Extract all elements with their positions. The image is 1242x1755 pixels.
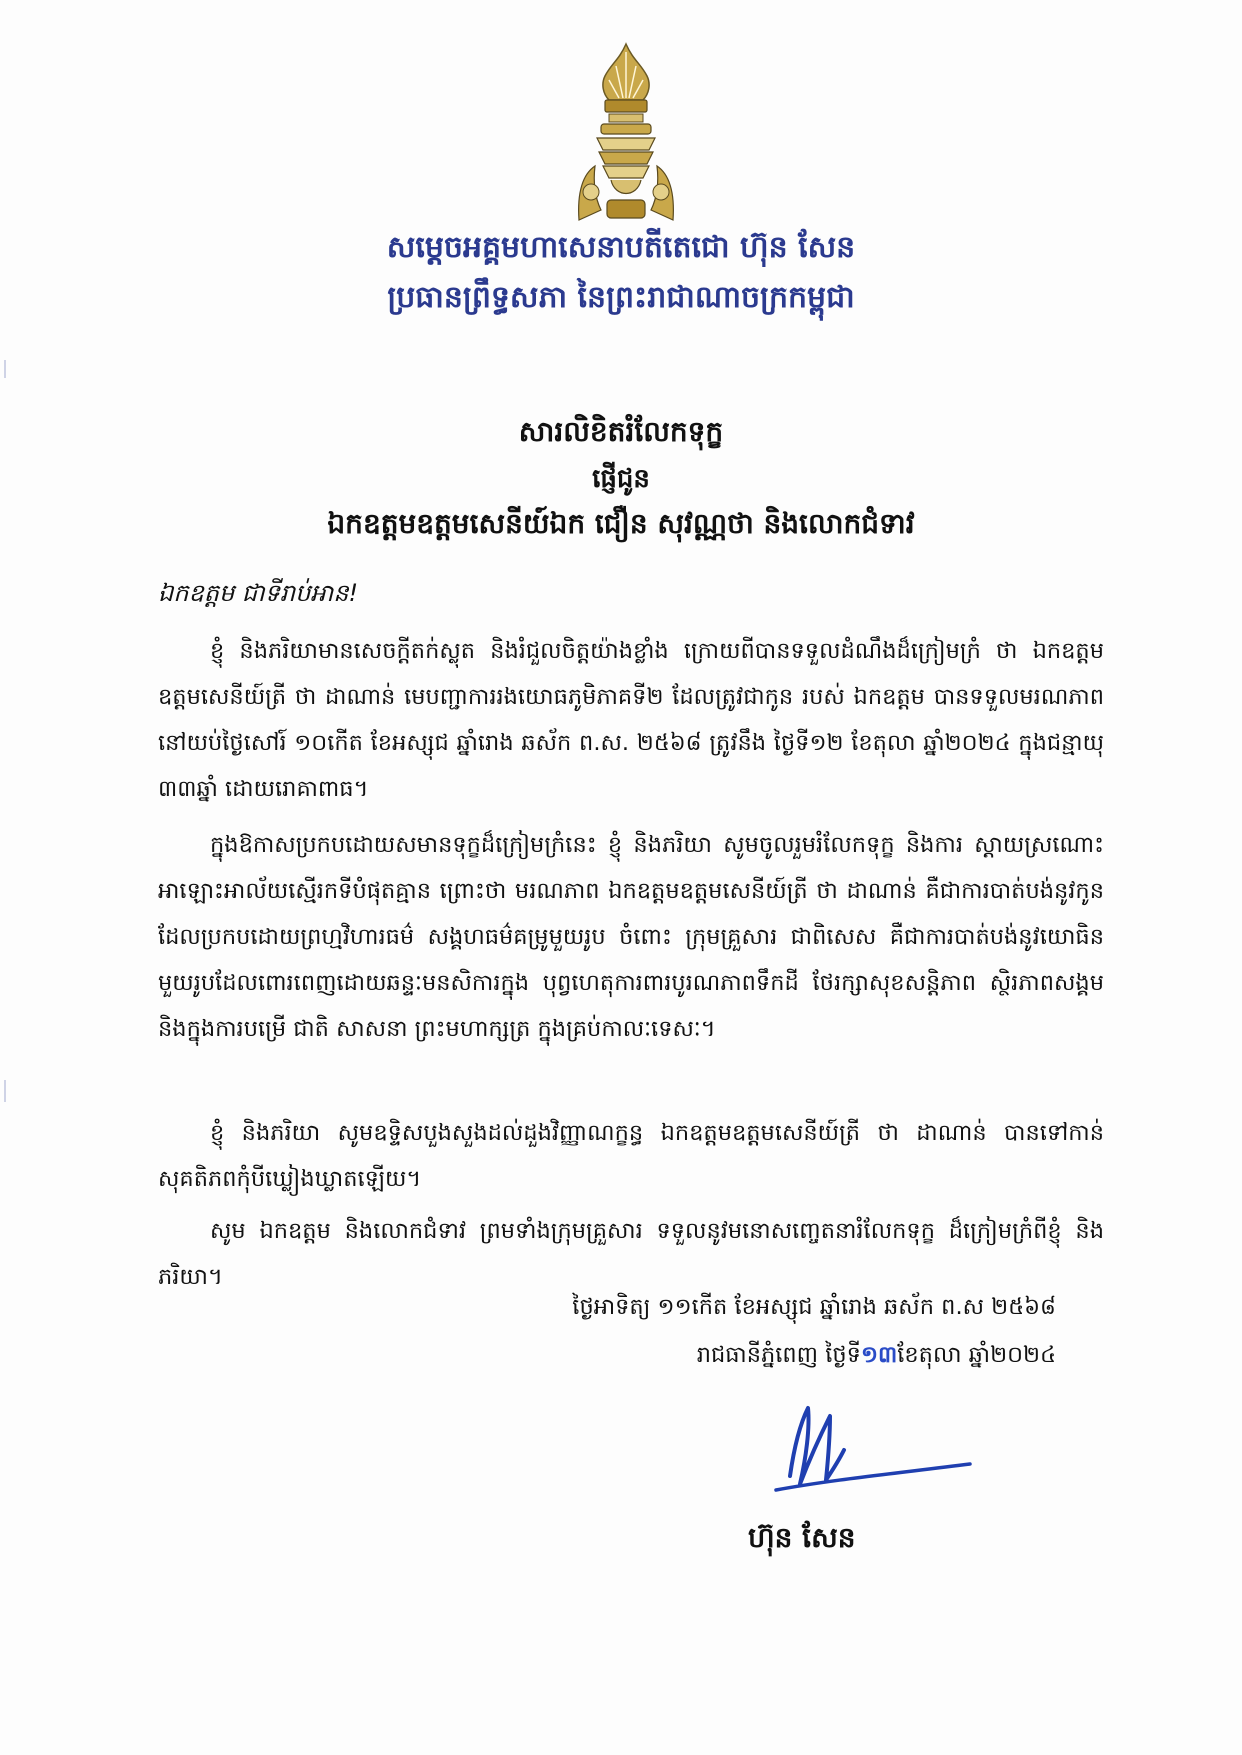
letter-paragraph-1: ខ្ញុំ និងភរិយាមានសេចក្តីតក់ស្លុត និងរំជួលចិត្តយ៉ាងខ្លាំង ក្រោយពីបានទទួលដំណឹងដ៏ក្រៀមក្រំ ថា ឯកឧត្តមឧត្តមសេនីយ៍ត្រី ថា ដាណាន់ មេបញ្ជាការរងយោធភូមិភាគទី២ ដែលត្រូវជាកូន របស់ ឯកឧត្តម បានទទួលមរណភាព នៅយប់ថ្ងៃសៅរ៍ ១០កើត ខែអស្សុជ ឆ្នាំរោង ឆស័ក ព.ស. ២៥៦៨ ត្រូវនឹង ថ្ងៃទី១២ ខែតុលា ឆ្នាំ២០២៤ ក្នុងជន្មាយុ ៣៣ឆ្នាំ ដោយរោគាពាធ។	[158, 638, 1104, 802]
letter-paragraph-3: ខ្ញុំ និងភរិយា សូមឧទ្ទិសបួងសួងដល់ដួងវិញ្ញាណក្ខន្ធ ឯកឧត្តមឧត្តមសេនីយ៍ត្រី ថា ដាណាន់ បានទៅកាន់សុគតិភពកុំបីឃ្លៀងឃ្លាតឡើយ។	[158, 1120, 1104, 1192]
signer-name: ហ៊ុន សែន	[748, 1521, 856, 1554]
lunar-date: ថ្ងៃអាទិត្យ ១១កើត ខែអស្សុជ ឆ្នាំរោង ឆស័ក ព.ស ២៥៦៨	[572, 1294, 1056, 1320]
date-day: ១៣	[860, 1342, 898, 1368]
sender-title-line2: ប្រធានព្រឹទ្ធសភា នៃព្រះរាជាណាចក្រកម្ពុជា	[387, 280, 855, 315]
letter-title: សារលិខិតរំលែកទុក្ខ	[518, 415, 724, 448]
scan-margin-mark	[4, 1080, 6, 1102]
sender-title-line1: សម្តេចអគ្គមហាសេនាបតីតេជោ ហ៊ុន សែន	[386, 230, 856, 265]
place-prefix: រាជធានីភ្នំពេញ ថ្ងៃទី	[696, 1342, 861, 1368]
handwritten-signature	[770, 1398, 980, 1498]
letter-recipient: ឯកឧត្តមឧត្តមសេនីយ៍ឯក ជឿន សុវណ្ណថា និងលោកជំទាវ	[327, 507, 915, 540]
letter-subtitle: ផ្ញើជូន	[592, 464, 650, 494]
letter-salutation: ឯកឧត្តម ជាទីរាប់អាន!	[158, 579, 359, 607]
senate-emblem-icon	[571, 42, 681, 222]
letter-paragraph-4: សូម ឯកឧត្តម និងលោកជំទាវ ព្រមទាំងក្រុមគ្រួសារ ទទួលនូវមនោសញ្ចេតនារំលែកទុក្ខ ដ៏ក្រៀមក្រំពីខ្ញុំ និងភរិយា។	[158, 1218, 1104, 1290]
place-suffix: ខែតុលា ឆ្នាំ២០២៤	[897, 1342, 1056, 1368]
place-and-date	[697, 1340, 1056, 1373]
scan-margin-mark	[4, 360, 6, 378]
letter-paragraph-2: ក្នុងឱកាសប្រកបដោយសមានទុក្ខដ៏ក្រៀមក្រំនេះ ខ្ញុំ និងភរិយា សូមចូលរួមរំលែកទុក្ខ និងការ ស្តាយស្រណោះ អាឡោះអាល័យស្មើរកទីបំផុតគ្មាន ព្រោះថា មរណភាព ឯកឧត្តមឧត្តមសេនីយ៍ត្រី ថា ដាណាន់ គឺជាការបាត់បង់នូវកូន ដែលប្រកបដោយព្រហ្មវិហារធម៌ សង្គហធម៌គម្រូមួយរូប ចំពោះ ក្រុមគ្រួសារ ជាពិសេស គឺជាការបាត់បង់នូវយោធិនមួយរូបដែលពោរពេញដោយឆន្ទៈមនសិការក្នុង បុព្វហេតុការពារបូរណភាពទឹកដី ថែរក្សាសុខសន្តិភាព ស្ថិរភាពសង្គម និងក្នុងការបម្រើ ជាតិ សាសនា ព្រះមហាក្សត្រ ក្នុងគ្រប់កាលៈទេសៈ។	[158, 832, 1104, 1042]
